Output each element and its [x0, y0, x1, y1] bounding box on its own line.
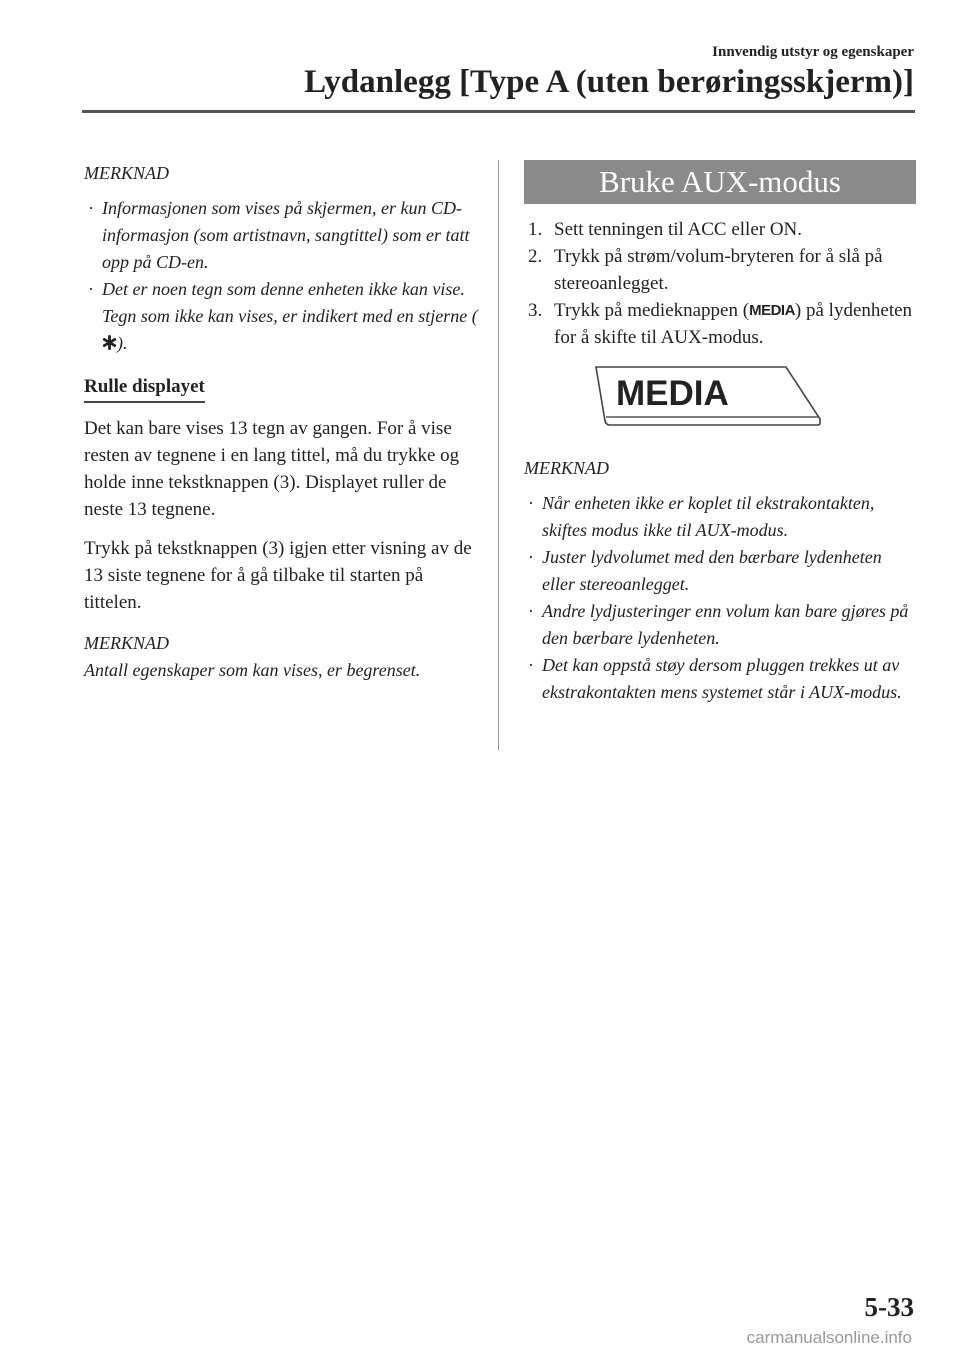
section-header: Innvendig utstyr og egenskaper — [712, 44, 914, 60]
section-subheading: Rulle displayet — [84, 373, 205, 403]
body-paragraph: Det kan bare vises 13 tegn av gangen. For å vise resten av tegnene i en lang tittel, må du trykke og holde inne tekstknappen (3). Displayet ruller de neste 13 tegnene. — [84, 418, 460, 520]
right-column — [524, 160, 916, 706]
section-title-bar: Bruke AUX-modus — [524, 160, 916, 204]
note-item: · Informasjonen som vises på skjermen, er kun CD-informasjon (som artistnavn, sangtittel) som er tatt opp på CD-en. — [84, 195, 479, 276]
note-label: MERKNAD — [84, 633, 169, 653]
bullet-icon: · — [528, 547, 534, 567]
bullet-icon: · — [88, 279, 94, 299]
note-text: Antall egenskaper som kan vises, er begrenset. — [84, 660, 421, 680]
note-item: · Det er noen tegn som denne enheten ikke kan vise. Tegn som ikke kan vises, er indikert med en stjerne (). — [84, 276, 479, 357]
watermark-text: carmanualsonline.info — [746, 1328, 912, 1347]
left-column — [84, 160, 479, 684]
note-item: · Det kan oppstå støy dersom pluggen trekkes ut av ekstrakontakten mens systemet står i AUX-modus. — [524, 652, 916, 706]
media-button-icon: MEDIA — [749, 302, 795, 319]
bullet-icon: · — [88, 198, 94, 218]
note-item: · Andre lydjusteringer enn volum kan bare gjøres på den bærbare lydenheten. — [524, 598, 916, 652]
bullet-icon: · — [528, 601, 534, 621]
media-button-label: MEDIA — [616, 374, 729, 413]
note-list — [84, 195, 479, 357]
step-list — [524, 216, 916, 351]
step-item: 1. Sett tenningen til ACC eller ON. — [528, 219, 803, 240]
bullet-icon: · — [528, 493, 534, 513]
header-divider — [82, 110, 915, 113]
body-paragraph: Trykk på tekstknappen (3) igjen etter visning av de 13 siste tegnene for å gå tilbake til starten på tittelen. — [84, 538, 472, 613]
note-label: MERKNAD — [524, 458, 609, 478]
media-button-figure — [524, 361, 916, 441]
bullet-icon: · — [528, 655, 534, 675]
note-item: · Juster lydvolumet med den bærbare lydenheten eller stereoanlegget. — [524, 544, 916, 598]
page-number: 5-33 — [864, 1292, 914, 1322]
note-item: · Når enheten ikke er koplet til ekstrakontakten, skiftes modus ikke til AUX-modus. — [524, 490, 916, 544]
page-title: Lydanlegg [Type A (uten berøringsskjerm)] — [304, 64, 914, 100]
column-divider — [498, 160, 499, 750]
step-item: 2. Trykk på strøm/volum-bryteren for å slå på stereoanlegget. — [528, 246, 883, 294]
media-button-illustration — [592, 361, 832, 437]
note-label: MERKNAD — [84, 163, 169, 183]
step-item: 3. Trykk på medieknappen (MEDIA) på lydenheten for å skifte til AUX-modus. — [524, 297, 916, 351]
note-list — [524, 490, 916, 706]
asterisk-icon — [102, 335, 117, 350]
